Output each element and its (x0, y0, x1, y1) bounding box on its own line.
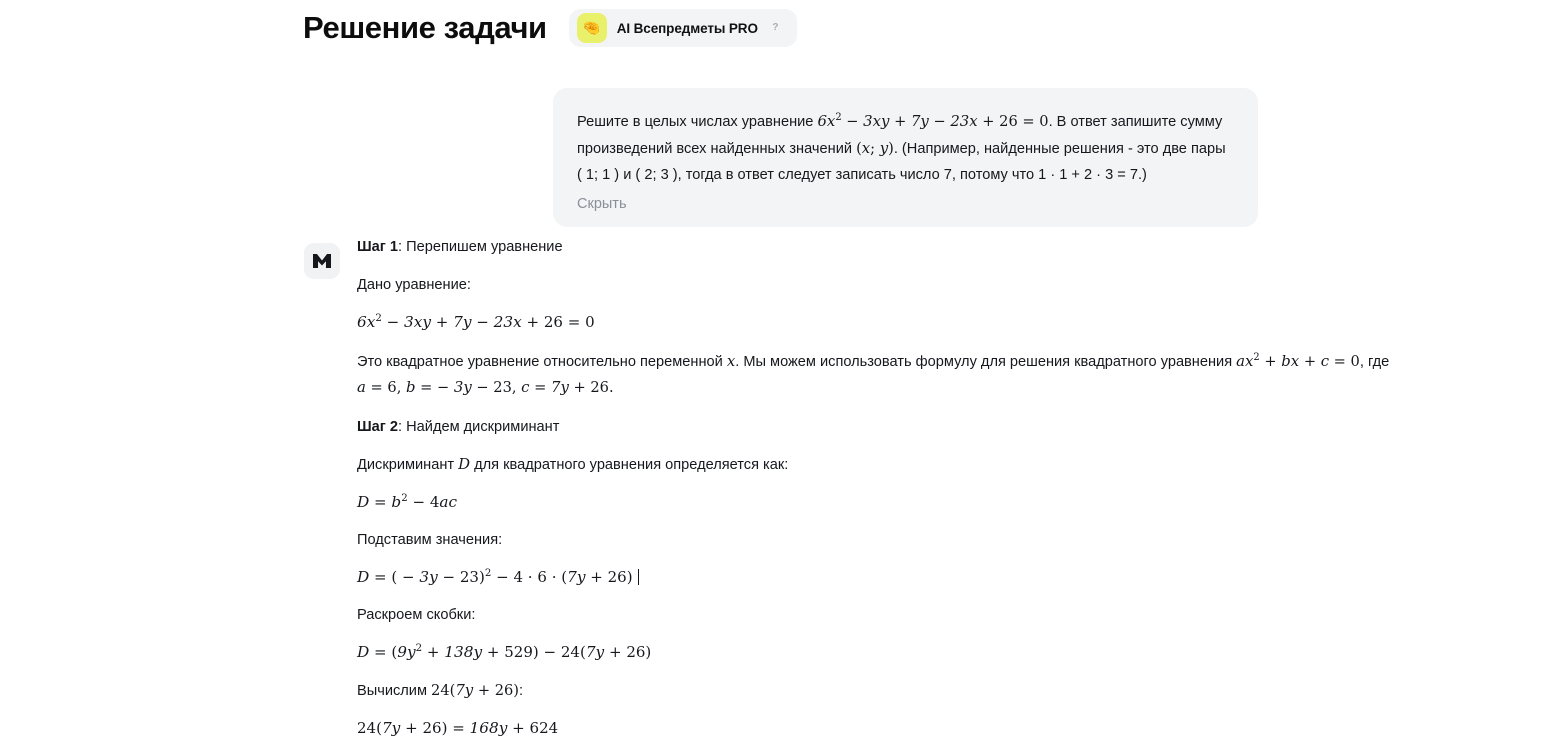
discriminant-text-1: Дискриминант (357, 457, 459, 473)
discriminant-text-2: для квадратного уравнения определяется как: (470, 457, 789, 473)
assistant-avatar-icon (313, 254, 331, 268)
expand-label: Раскроем скобки: (357, 607, 476, 623)
compute-label (357, 679, 1417, 702)
task-tail: . (Например, найденные решения - это две пары ( 1; 1 ) и ( 2; 3 ), тогда в ответ следует записать число 7, потому что 1 · 1 + 2 · 3 = 7.) (577, 141, 1226, 183)
hand-pinch-icon: 🤏 (577, 13, 607, 43)
task-prefix: Решите в целых числах уравнение (577, 114, 818, 130)
quadratic-variable: x (726, 352, 736, 370)
quadratic-text-1: Это квадратное уравнение относительно переменной (357, 354, 727, 370)
step-2-heading (357, 416, 1417, 438)
solution-content (357, 236, 1417, 755)
quadratic-coefficients: a = 6, b = − 3y − 23, c = 7y + 26. (357, 378, 614, 396)
task-statement-card (553, 88, 1258, 227)
page-title: Решение задачи (303, 10, 547, 45)
given-equation-label: Дано уравнение: (357, 277, 471, 293)
compute-label-math: 24(7y + 26) (431, 681, 519, 699)
compute-label-post: : (518, 683, 524, 699)
equation-main: $6x^2 - 3xy + 7y - 23x + 26 = 0$ (357, 313, 595, 331)
step-1-label: Шаг 1 (357, 239, 399, 255)
question-circle-icon[interactable]: ? (772, 21, 779, 33)
discriminant-variable: D (458, 455, 471, 473)
pro-plan-badge[interactable] (569, 9, 797, 47)
page-header (303, 8, 797, 48)
task-statement-text (577, 108, 1234, 188)
equation-discriminant: $D = b^2 - 4ac$ (357, 493, 458, 511)
quadratic-explanation (357, 349, 1417, 401)
equation-substituted: D = ( − 3y − 23)$^2$ − 4 · 6 · (7y + 26) (357, 566, 1417, 589)
step-1-title: : Перепишем уравнение (398, 239, 563, 255)
equation-expanded: $D = (9y^2 + 138y + 529) - 24(7y + 26)$ (357, 643, 652, 661)
step-2-title: : Найдем дискриминант (398, 419, 560, 435)
quadratic-text-2: . Мы можем использовать формулу для решения квадратного уравнения (735, 354, 1237, 370)
discriminant-definition-text (357, 453, 1417, 476)
task-pair: (x; y) (856, 139, 894, 157)
quadratic-general-form: $ax^2$ + bx + c = 0 (1236, 352, 1360, 370)
task-middle: . В ответ запишите сумму произведений всех найденных значений (577, 114, 1223, 157)
quadratic-text-3: , где (1359, 354, 1390, 370)
pro-plan-label: AI Всепредметы PRO (616, 20, 758, 36)
assistant-avatar (304, 243, 340, 279)
equation-computed: 24(7y + 26) = 168y + 624 (357, 719, 559, 737)
substitute-label: Подставим значения: (357, 532, 503, 548)
compute-label-pre: Вычислим (357, 683, 432, 699)
step-2-label: Шаг 2 (357, 419, 399, 435)
collapse-task-link[interactable]: Скрыть (577, 196, 627, 212)
task-equation: $6x^2 - 3xy + 7y - 23x + 26 = 0$ (817, 112, 1049, 130)
step-1-heading (357, 236, 1417, 258)
